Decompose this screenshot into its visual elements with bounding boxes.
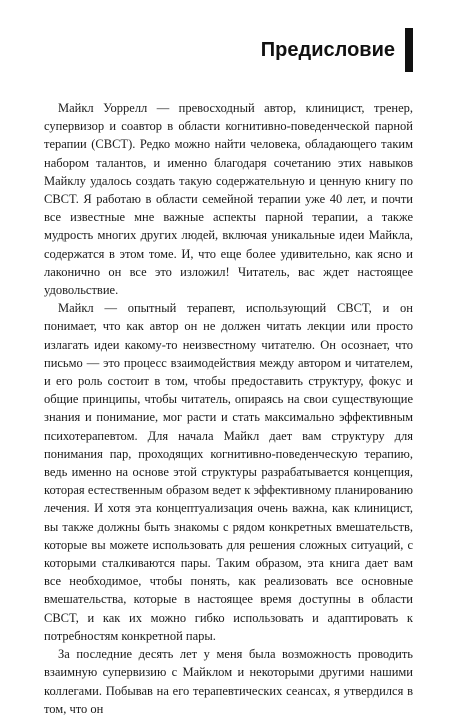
paragraph: За последние десять лет у меня была возможность проводить взаимную супервизию с Майклом и некоторыми другими нашими коллегами. Побывав на его терапевтических сеансах, я утвердился в том, что он bbox=[44, 647, 413, 716]
paragraph: Майкл Уоррелл — превосходный автор, клиницист, тренер, супервизор и соавтор в области когнитивно-поведенческой парной терапии (CBCT). Редко можно найти человека, обладающего таким набором талантов, и именно благодаря сочетанию этих навыков Майклу удалось создать такую содержательную и ценную книгу по CBCT. Я работаю в области семейной терапии уже 40 лет, и почти все известные мне важные аспекты парной терапии, а также мудрость многих других людей, включая уникальные идеи Майкла, содержатся в этом томе. И, что еще более удивительно, как ясно и лаконично он все это изложил! Читатель, вас ждет настоящее удовольствие. bbox=[44, 101, 413, 298]
body-text bbox=[44, 99, 413, 718]
chapter-title: Предисловие bbox=[260, 39, 395, 61]
chapter-header bbox=[261, 28, 413, 72]
chapter-title-bar bbox=[405, 28, 413, 72]
paragraph: Майкл — опытный терапевт, использующий CBCT, и он понимает, что как автор он не должен читать лекции или просто излагать идеи какому-то неизвестному читателю. Он осознает, что письмо — это процесс взаимодействия между автором и читателем, и его роль состоит в том, чтобы предоставить структуру, фокус и общие принципы, чтобы читатель, опираясь на свои существующие знания и понимание, мог расти и стать максимально эффективным психотерапевтом. Для начала Майкл дает вам структуру для понимания пар, проходящих когнитивно-поведенческую терапию, ведь именно на основе этой структуры разрабатывается концепция, которая естественным образом ведет к эффективному планированию лечения. И хотя эта концептуализация очень важна, как клиницист, вы также должны быть знакомы с рядом конкретных вмешательств, которые вы можете использовать для решения сложных ситуаций, с которыми сталкиваются пары. Таким образом, эта книга дает вам все необходимое, чтобы понять, как реализовать все основные вмешательства, которые в настоящее время доступны в области CBCT, и как их можно гибко использовать и адаптировать к потребностям конкретной пары. bbox=[44, 301, 413, 643]
